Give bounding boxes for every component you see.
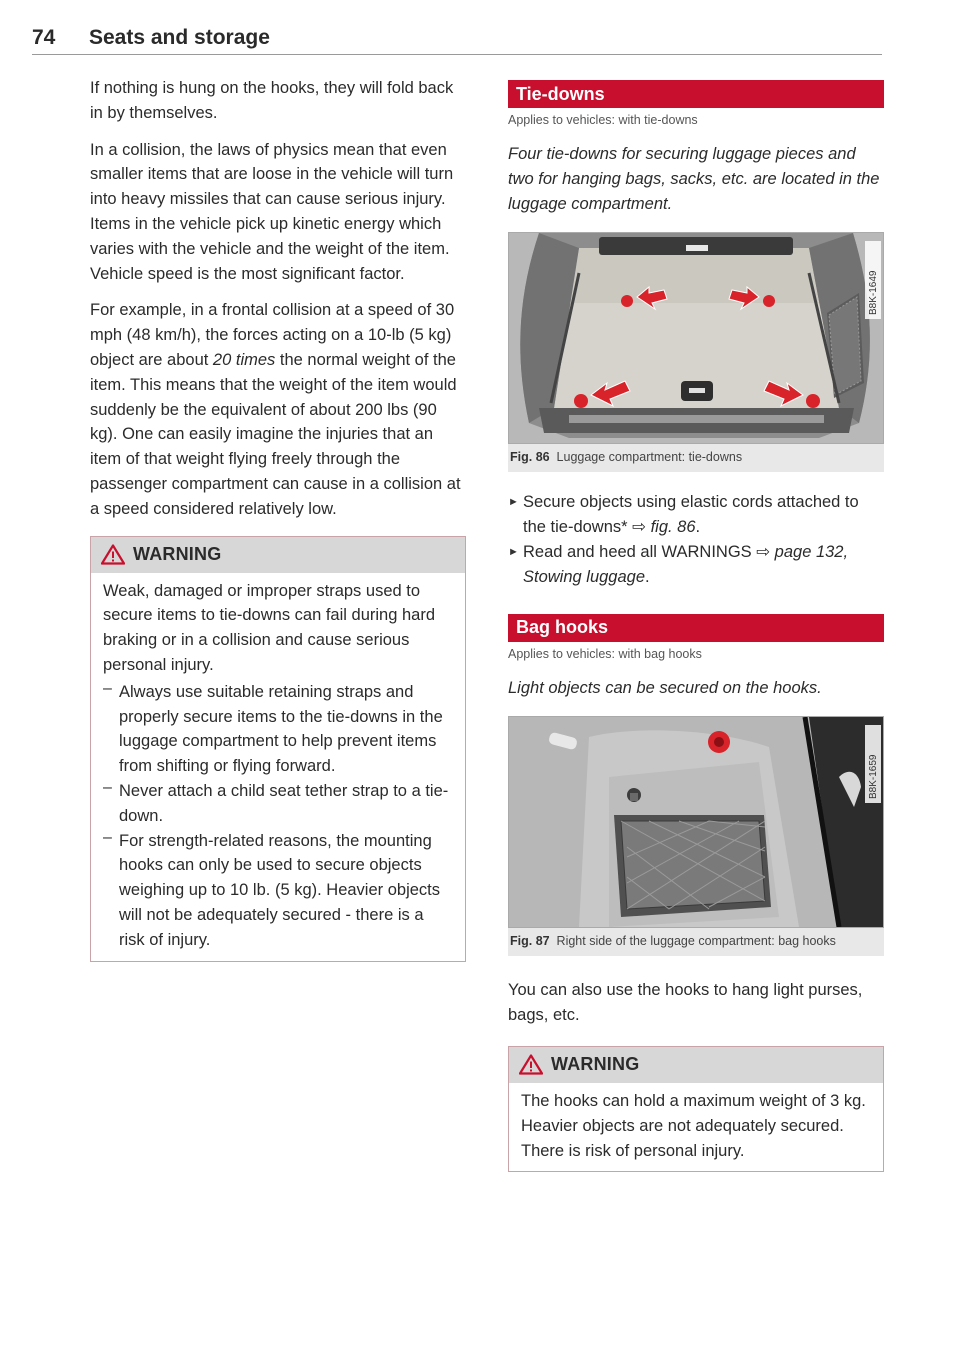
svg-text:B8K-1649: B8K-1649 — [868, 270, 879, 316]
warning-text: The hooks can hold a maximum weight of 3 kg. Heavier objects are not adequately secured. There is risk of personal injury. — [521, 1091, 866, 1160]
page-132-reference[interactable]: ⇨ page 132, Stowing luggage — [523, 542, 849, 586]
section-bar-baghooks — [508, 614, 884, 642]
applies-tiedowns: Applies to vehicles: with tie-downs — [508, 113, 698, 127]
right-column — [508, 80, 884, 1172]
bullet-arrow-icon: ► — [508, 545, 519, 558]
left-column — [90, 76, 466, 962]
warning-title: WARNING — [551, 1054, 640, 1075]
warning-item: – For strength-related reasons, the mounting hooks can only be used to secure objects weighing up to 10 lb. (5 kg). Heavier objects will not be adequately secured - there is a risk of injury. — [103, 828, 441, 949]
warning-title: WARNING — [133, 544, 222, 565]
fig-86-reference[interactable]: ⇨ fig. 86 — [632, 518, 696, 537]
intro-tiedowns: Four tie-downs for securing luggage pieces and two for hanging bags, sacks, etc. are located in the luggage compartment. — [508, 145, 880, 213]
heading-baghooks: Bag hooks — [516, 617, 609, 638]
warning-header — [509, 1047, 883, 1083]
section-title: Seats and storage — [89, 26, 270, 49]
warning-item: – Never attach a child seat tether strap to a tie-down. — [103, 778, 449, 825]
paragraph-collision: In a collision, the laws of physics mean that even smaller items that are loose in the vehicle will turn into heavy missiles that can cause serious injury. Items in the vehicle pick up kinetic energy which varies with the vehicle and the weight of the item. Vehicle speed is the most significant factor. — [90, 140, 454, 283]
intro-baghooks: Light objects can be secured on the hooks. — [508, 678, 822, 697]
paragraph-hooks-purses: You can also use the hooks to hang light purses, bags, etc. — [508, 981, 863, 1025]
paragraph-hooks-fold: If nothing is hung on the hooks, they will fold back in by themselves. — [90, 79, 454, 122]
bag-hooks-image — [508, 716, 884, 928]
bullet-secure-objects: ► Secure objects using elastic cords attached to the tie-downs* ⇨ fig. 86. — [508, 490, 884, 540]
applies-baghooks: Applies to vehicles: with bag hooks — [508, 646, 702, 661]
warning-body — [509, 1083, 883, 1171]
warning-box-baghooks — [508, 1046, 884, 1172]
warning-box-tiedowns — [90, 536, 466, 962]
figure-87-caption: Fig. 87 Right side of the luggage compartment: bag hooks — [510, 934, 836, 949]
section-bar-tiedowns — [508, 80, 884, 108]
figure-87 — [508, 716, 884, 956]
warning-header — [91, 537, 465, 573]
warning-intro: Weak, damaged or improper straps used to secure items to tie-downs can fail during hard braking or in a collision and cause serious personal injury. — [103, 581, 435, 674]
figure-86 — [508, 232, 884, 472]
figure-86-caption: Fig. 86 Luggage compartment: tie-downs — [510, 450, 743, 465]
warning-item: – Always use suitable retaining straps and properly secure items to the tie-downs in the luggage compartment to help prevent items from shifting or flying forward. — [103, 679, 443, 776]
warning-triangle-icon — [101, 544, 125, 565]
page-number: 74 — [32, 26, 56, 49]
bullet-arrow-icon: ► — [508, 496, 519, 509]
page-header — [32, 22, 882, 55]
svg-text:B8K-1659: B8K-1659 — [868, 754, 879, 800]
heading-tiedowns: Tie-downs — [516, 83, 605, 104]
bullet-read-warnings: ► Read and heed all WARNINGS ⇨ page 132, Stowing luggage. — [508, 540, 884, 590]
warning-body — [91, 573, 465, 961]
paragraph-example: For example, in a frontal collision at a speed of 30 mph (48 km/h), the forces acting on a 10-lb (5 kg) object are about 20 times the normal weight of the item. This means that the weight of the item would suddenly be the equivalent of about 200 lbs (90 kg). One can easily imagine the injuries that an item of that weight flying freely through the passenger compartment can cause in a collision at a speed considered relatively low. — [90, 301, 461, 518]
luggage-compartment-image — [508, 232, 884, 444]
emphasis-20-times: 20 times — [212, 350, 276, 369]
warning-triangle-icon — [519, 1054, 543, 1075]
